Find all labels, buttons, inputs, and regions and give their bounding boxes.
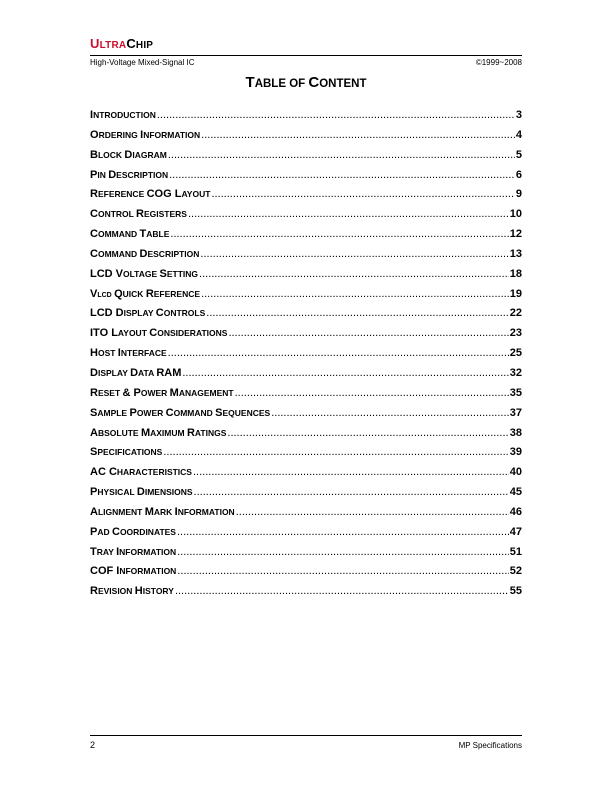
- toc-entry-page: 40: [509, 466, 522, 479]
- toc-entry-title: PAD COORDINATES: [90, 525, 176, 538]
- toc-dot-leader: [201, 129, 515, 141]
- toc-entry-page: 18: [509, 267, 522, 280]
- toc-dot-leader: [168, 347, 509, 359]
- toc-entry-page: 6: [515, 168, 522, 181]
- toc-entry-title: COMMAND TABLE: [90, 228, 170, 241]
- toc-entry-page: 13: [509, 247, 522, 260]
- toc-dot-leader: [271, 407, 509, 419]
- toc-entry-title: REVISION HISTORY: [90, 585, 174, 598]
- toc-dot-leader: [170, 228, 508, 240]
- toc-entry-page: 19: [509, 287, 522, 300]
- toc-dot-leader: [211, 188, 514, 200]
- toc-entry-title: LCD VOLTAGE SETTING: [90, 267, 199, 280]
- toc-entry-page: 52: [509, 565, 522, 578]
- toc-entry[interactable]: [90, 565, 522, 585]
- toc-dot-leader: [200, 248, 508, 260]
- toc-entry[interactable]: [90, 109, 522, 129]
- toc-dot-leader: [157, 109, 515, 121]
- toc-entry[interactable]: [90, 526, 522, 546]
- toc-entry[interactable]: [90, 407, 522, 427]
- toc-entry-page: 10: [509, 208, 522, 221]
- toc-entry[interactable]: [90, 307, 522, 327]
- toc-dot-leader: [177, 565, 508, 577]
- toc-dot-leader: [228, 327, 508, 339]
- toc-entry[interactable]: [90, 129, 522, 149]
- toc-entry-page: 23: [509, 327, 522, 340]
- toc-dot-leader: [188, 208, 509, 220]
- table-of-contents: [90, 109, 522, 605]
- toc-dot-leader: [236, 506, 509, 518]
- toc-entry-page: 47: [509, 525, 522, 538]
- toc-entry-title: HOST INTERFACE: [90, 347, 167, 360]
- toc-entry[interactable]: [90, 506, 522, 526]
- toc-entry-title: DISPLAY DATA RAM: [90, 366, 182, 379]
- toc-entry-title: SPECIFICATIONS: [90, 446, 163, 459]
- toc-dot-leader: [206, 307, 508, 319]
- header-subtitle: High-Voltage Mixed-Signal IC: [90, 58, 195, 67]
- toc-entry[interactable]: [90, 208, 522, 228]
- toc-entry-page: 5: [515, 148, 522, 161]
- page-title: TABLE OF CONTENT: [245, 74, 367, 91]
- toc-entry[interactable]: [90, 367, 522, 387]
- toc-dot-leader: [199, 268, 509, 280]
- toc-dot-leader: [194, 486, 509, 498]
- toc-entry-title: ITO LAYOUT CONSIDERATIONS: [90, 327, 228, 340]
- toc-entry[interactable]: [90, 446, 522, 466]
- toc-dot-leader: [235, 387, 509, 399]
- toc-entry[interactable]: [90, 546, 522, 566]
- toc-dot-leader: [201, 288, 509, 300]
- toc-entry[interactable]: [90, 387, 522, 407]
- toc-entry-title: ORDERING INFORMATION: [90, 128, 201, 141]
- toc-entry-title: REFERENCE COG LAYOUT: [90, 188, 211, 201]
- toc-dot-leader: [168, 149, 515, 161]
- toc-entry-title: INTRODUCTION: [90, 109, 156, 121]
- toc-entry-page: 39: [509, 446, 522, 459]
- toc-entry-title: PHYSICAL DIMENSIONS: [90, 486, 193, 499]
- toc-entry[interactable]: [90, 268, 522, 288]
- footer-divider: [90, 735, 522, 736]
- toc-entry-page: 38: [509, 426, 522, 439]
- toc-entry-page: 55: [509, 585, 522, 598]
- toc-entry-page: 9: [515, 188, 522, 201]
- toc-entry-page: 37: [509, 406, 522, 419]
- toc-entry[interactable]: [90, 228, 522, 248]
- toc-entry-page: 12: [509, 228, 522, 241]
- toc-entry-title: BLOCK DIAGRAM: [90, 148, 167, 161]
- toc-entry-title: SAMPLE POWER COMMAND SEQUENCES: [90, 406, 271, 419]
- toc-dot-leader: [169, 169, 515, 181]
- toc-dot-leader: [182, 367, 508, 379]
- toc-dot-leader: [227, 427, 508, 439]
- toc-entry-page: 35: [509, 386, 522, 399]
- toc-entry-title: AC CHARACTERISTICS: [90, 466, 192, 479]
- toc-entry[interactable]: [90, 466, 522, 486]
- header-copyright: ©1999~2008: [475, 58, 522, 67]
- toc-entry[interactable]: [90, 149, 522, 169]
- toc-dot-leader: [163, 446, 508, 458]
- toc-entry-title: TRAY INFORMATION: [90, 545, 177, 558]
- toc-entry[interactable]: [90, 248, 522, 268]
- toc-entry-title: ABSOLUTE MAXIMUM RATINGS: [90, 426, 227, 439]
- toc-entry-page: 46: [509, 505, 522, 518]
- toc-entry[interactable]: [90, 585, 522, 605]
- toc-entry-title: COF INFORMATION: [90, 565, 177, 578]
- toc-entry-page: 51: [509, 545, 522, 558]
- toc-entry-title: LCD DISPLAY CONTROLS: [90, 307, 206, 320]
- toc-entry-page: 4: [515, 128, 522, 141]
- toc-entry-title: RESET & POWER MANAGEMENT: [90, 386, 234, 399]
- toc-dot-leader: [177, 546, 509, 558]
- toc-entry-title: COMMAND DESCRIPTION: [90, 247, 200, 260]
- toc-dot-leader: [175, 585, 509, 597]
- toc-entry-page: 22: [509, 307, 522, 320]
- toc-entry-title: ALIGNMENT MARK INFORMATION: [90, 505, 235, 518]
- toc-entry-page: 45: [509, 486, 522, 499]
- header-divider: [90, 55, 522, 56]
- toc-entry-title: CONTROL REGISTERS: [90, 208, 187, 221]
- toc-entry[interactable]: [90, 327, 522, 347]
- toc-entry-page: 32: [509, 366, 522, 379]
- toc-entry-page: 3: [515, 109, 522, 121]
- toc-entry[interactable]: [90, 288, 522, 308]
- toc-entry[interactable]: [90, 486, 522, 506]
- toc-entry[interactable]: [90, 427, 522, 447]
- toc-entry[interactable]: [90, 169, 522, 189]
- toc-entry[interactable]: [90, 188, 522, 208]
- toc-entry-title: PIN DESCRIPTION: [90, 168, 169, 181]
- footer-page-number: 2: [90, 740, 96, 750]
- footer-doc-type: MP Specifications: [458, 741, 522, 750]
- toc-entry-title: VLCD QUICK REFERENCE: [90, 287, 201, 300]
- toc-entry-page: 25: [509, 347, 522, 360]
- toc-dot-leader: [177, 526, 509, 538]
- toc-dot-leader: [193, 466, 509, 478]
- ultrachip-logo: ULTRACHIP: [90, 36, 154, 51]
- toc-entry[interactable]: [90, 347, 522, 367]
